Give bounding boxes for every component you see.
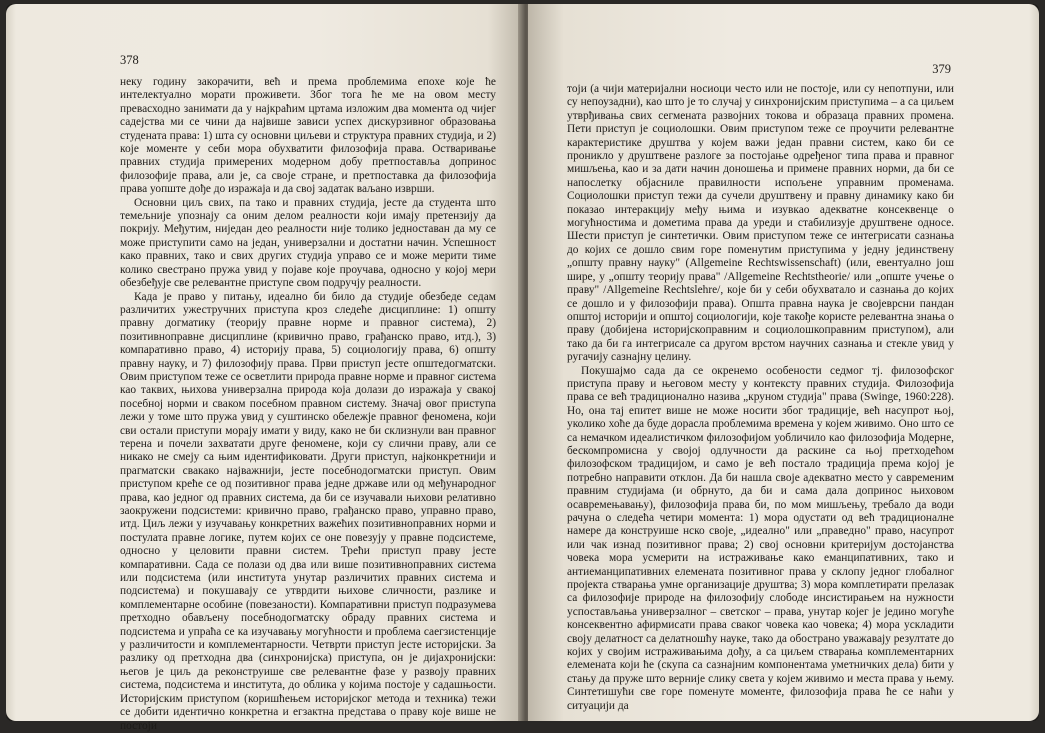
left-page	[6, 4, 524, 732]
page-body-text	[120, 76, 496, 733]
page-number: 379	[932, 62, 951, 76]
page-body-text	[567, 83, 954, 713]
paragraph: неку годину закорачити, већ и према проблемима епохе које ће интелектуално морати проживети. Због тога ће ме на овом месту превасходно занимати да у најкраћим цртама изложим два момента од чијег садејства ми се чини да највише зависи успех дискурзивног образовања студената права: 1) шта су основни циљеви и структура правних студија, и 2) које моменте у себи мора обухватити филозофија права. Остваривање правних студија примерених модерном добу претпоставља допринос филозофије права, али је, са своје стране, и претпоставка да филозофија права уопште дође до изражаја и да свој задатак ваљано изврши.	[120, 76, 496, 196]
right-page	[528, 4, 1039, 721]
page-number: 378	[120, 53, 139, 67]
paragraph: тоји (а чији материјални носиоци често или не постоје, или су непотпуни, или су непоузадни), као што је то случај у синхронијским приступима – а са циљем утврђивања свих сегмената развојних токова и образаца правних промена. Пети приступ је социолошки. Овим приступом теже се проучити релевантне карактеристике друштва у којем важи један правни систем, како би се проникло у друштвене разлоге за постојање одређеног типа права и правног мишљења, као и за дати начин доношења и примене правних норми, да би се напослетку објасниле правилности испољене управним променама. Социолошки приступ тежи да сучели друштвену и правну динамику како би показао интеракцију међу њима и изувкао адекватне консеквенце о могућностима и дометима права да уреди и стабилизује друштвене односе. Шести приступ је синтетички. Овим приступом теже се интегрисати сазнања до којих се дошло свим горе поменутим приступима у једну јединствену „општу правну науку" (Allgemeine Rechtswissenschaft) (или, евентуално још шире, у „општу теорију права" /Allgemeine Rechtstheorie/ или „опште учење о праву" /Allgemeine Rechtslehre/, које би у себи обухватало и сазнања до којих се дошло и у филозофији права). Општа правна наука је својеврсни пандан општој историји и општој социологији, које такође користе релевантна знања о праву (добијена историјскоправним и социолошкоправним приступом), али тако да би га интегрисале са другом врстом научних сазнања и стекле увид у ругачију сазнајну целину.	[567, 83, 954, 364]
paragraph: Покушајмо сада да се окренемо особености седмог тј. филозофског приступа праву и његовом месту у контексту правних студија. Филозофија права се већ традиционално назива „круном студија" права (Swinge, 1960:228). Но, она тај епитет више не може носити због традиције, већ насупрот њој, уколико хоће да буде дорасла проблемима времена у којем живимо. Оно што се са немачком идеалистичком филозофијом уобличило као филозофија Модерне, бескомпромисна у својој одлучности да раскине са њој претходећом филозофском традицијом, и само је већ постало традиција према којој је потребно направити отклон. Да би нашла своје адекватно место у савременим правним студијама (и обрнуто, да би и сама дала допринос њиховом осавремењавању), филозофија права би, по мом мишљењу, требало да води рачуна о следећа четири момента: 1) мора одустати од већ традиционалне намере да конструише нско своје, „идеално" или „праведно" право, насупрот или чак изнад позитивног права; 2) свој основни критеријум достојанства човека мора усмерити на истраживање како еманципативних, тако и антиеманципативних елемената позитивног права у склопу једног глобалног пројекта стварања умне организације друштва; 3) мора комплетирати прелазак са филозофије природе на филозофију слободе инсистирањем на нужности успостављања универзалног – светског – права, унутар којег је једино могуће консеквентно афирмисати права сваког човека као човека; 4) мора ускладити своју делатност са делатношћу науке, тако да обострано уважавају резултате до којих у својим истраживањима дођу, а са циљем стварања комплементарних елемената који ће (скупа са сазнајним компонентама уметничких дела) бити у стању да пруже што верније слику света у којем живимо и места права у њему. Синтетишући све горе поменуте моменте, филозофија права ће се наћи у ситуацији да	[567, 364, 955, 712]
book-spread	[6, 4, 1039, 732]
paragraph: Када је право у питању, идеално би било да студије обезбеде седам различитих ужестручних приступа кроз следеће дисциплине: 1) општу правну догматику (теорију правне норме и правног система), 2) позитивноправне дисциплине (кривично право, грађанско право, итд.), 3) компаративно право, 4) историју права, 5) социологију права, 6) општу правну науку, и 7) филозофију права. Први приступ јесте општедогматски. Овим приступом теже се осветлити природа правне норме и правног система као таквих, њихова универзална природа која долази до изражаја у свакој посебној норми и сваком посебном правном систему. Значај овог приступа лежи у томе што пружа увид у суштинско обележје правног феномена, који сви остали приступи морају имати у виду, како не би склизнули ван правног терена и почели захватати друге феномене, који су слични праву, али се никако не смеју са њим идентификовати. Други приступ, најконкретнији и прагматски свакако најважнији, јесте посебнодогматски приступ. Овим приступом креће се од позитивног права једне државе или од међународног права, као једног од правних система, да би се изучавали њихови релативно заокружени подсистеми: кривично право, грађанско право, управно право, итд. Циљ лежи у изучавању конкретних важећих позитивноправних норми и постулата правне логике, путем којих се оне повезују у правне подсистеме, односно у целовити правни систем. Трећи приступ праву јесте компаративни. Сада се полази од два или више позитивноправних система или подсистема (или института унутар различитих правних система и подсистема) и покушавају се утврдити њихове сличности, разлике и комплементарне особине (повезаности). Компаративни приступ подразумева претходно обављену посебнодогматску обраду правних система и подсистема и упраћа се ка изучавању могућности и проблема саегзистенције у различитости и комплементарности. Четврти приступ јесте историјски. За разлику од претходна два (синхронијска) приступа, он је дијахронијски: његов је циљ да реконструише све релевантне фазе у развоју правних система, подсистема и института, до облика у којима постоје у садашњости. Историјским приступом (коришћењем историјског метода и техника) тежи се добити идентично конкретна и егзактна представа о праву које више не постоји	[120, 290, 496, 732]
paragraph: Основни циљ свих, па тако и правних студија, јесте да студента што темељније упознају са оним делом реалности који имају претензију да покрију. Међутим, ниједан део реалности није толико једноставан да му се може приступити само на један, универзални и достатни начин. Успешност како правних, тако и свих других студија управо се и може мерити тиме колико свестрано пружа увид у појаве које проучава, односно у којој мери обезбеђује све релевантне приступе свом подручју реалности.	[120, 196, 496, 290]
